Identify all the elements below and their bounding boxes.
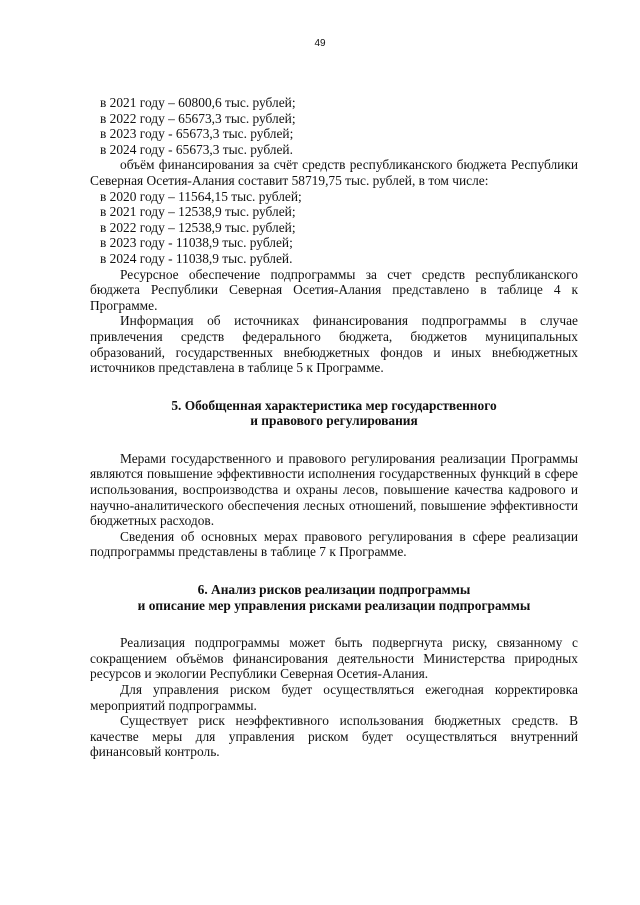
financing-list-total	[90, 95, 578, 157]
section-6-paragraph-2: Для управления риском будет осуществляться ежегодная корректировка мероприятий подпрограммы.	[90, 682, 578, 713]
section-6-paragraph-3: Существует риск неэффективного использования бюджетных средств. В качестве меры для управления риском будет осуществляться внутренний финансовый контроль.	[90, 713, 578, 760]
list-item: в 2024 году - 65673,3 тыс. рублей.	[100, 141, 293, 157]
list-item: в 2022 году – 65673,3 тыс. рублей;	[100, 110, 296, 126]
financing-list-regional	[90, 189, 578, 267]
section-6-heading-line-1: 6. Анализ рисков реализации подпрограммы	[197, 582, 471, 598]
paragraph-sources: Информация об источниках финансирования подпрограммы в случае привлечения средств федерального бюджета, бюджетов муниципальных образований, государственных внебюджетных фондов и иных внебюджетных источников представлена в таблице 5 к Программе.	[90, 313, 578, 376]
list-item: в 2020 году – 11564,15 тыс. рублей;	[100, 188, 302, 204]
list-item: в 2023 году - 65673,3 тыс. рублей;	[100, 126, 294, 142]
list-item: в 2023 году - 11038,9 тыс. рублей;	[100, 235, 293, 251]
section-6-paragraph-1: Реализация подпрограммы может быть подвергнута риску, связанному с сокращением объёмов финансирования деятельности Министерства природных ресурсов и экологии Республики Северная Осетия-Алания.	[90, 635, 578, 682]
paragraph-regional-budget: объём финансирования за счёт средств республиканского бюджета Республики Северная Осетия-Алания составит 58719,75 тыс. рублей, в том числе:	[90, 157, 578, 188]
section-6-heading-line-2: и описание мер управления рисками реализации подпрограммы	[137, 597, 531, 613]
list-item: в 2022 году – 12538,9 тыс. рублей;	[100, 219, 296, 235]
section-5-paragraph-2: Сведения об основных мерах правового регулирования в сфере реализации подпрограммы представлены в таблице 7 к Программе.	[90, 528, 578, 560]
section-5-paragraph-1: Мерами государственного и правового регулирования реализации Программы являются повышение эффективности исполнения государственных функций в сфере использования, воспроизводства и охраны лесов, повышение качества кадрового и научно-аналитического обеспечения лесных отношений, повышение эффективности бюджетных расходов.	[90, 450, 578, 529]
paragraph-resource: Ресурсное обеспечение подпрограммы за счет средств республиканского бюджета Республики Северная Осетия-Алания представлено в таблице 4 к Программе.	[90, 266, 578, 313]
list-item: в 2024 году - 11038,9 тыс. рублей.	[100, 250, 293, 266]
section-5-heading-line-2: и правового регулирования	[250, 413, 418, 429]
list-item: в 2021 году – 12538,9 тыс. рублей;	[100, 204, 296, 220]
list-item: в 2021 году – 60800,6 тыс. рублей;	[100, 95, 296, 110]
section-5-heading-line-1: 5. Обобщенная характеристика мер государственного	[171, 397, 497, 413]
page-number: 49	[314, 38, 326, 49]
document-body	[90, 95, 578, 760]
